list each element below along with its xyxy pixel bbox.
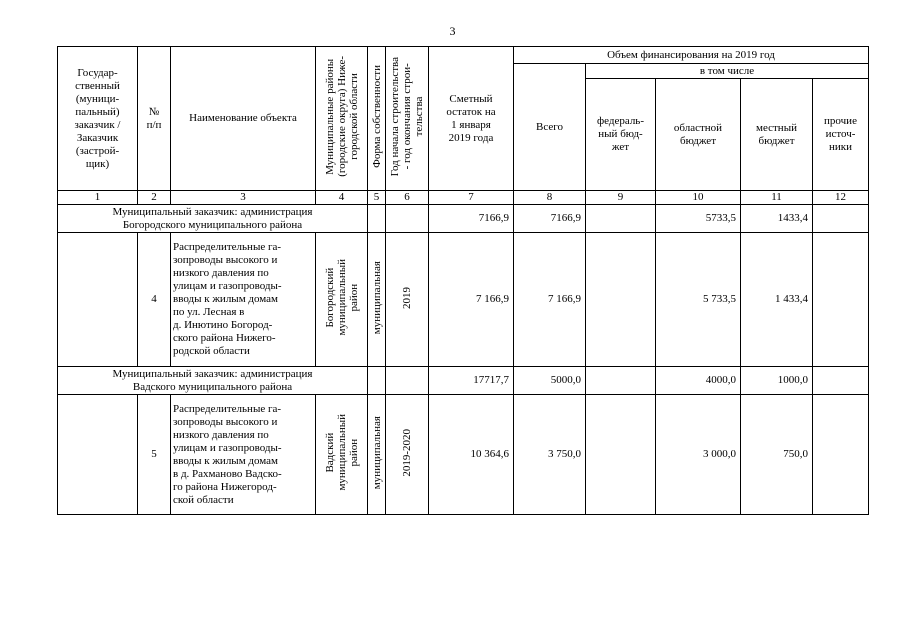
column-number: 4 (316, 191, 368, 205)
column-number: 11 (741, 191, 813, 205)
column-number: 1 (58, 191, 138, 205)
federal-value (586, 395, 656, 515)
page-number: 3 (449, 24, 456, 38)
header-local: местный бюджет (741, 79, 813, 191)
header-including: в том числе (586, 64, 869, 79)
column-number: 12 (813, 191, 869, 205)
other-value (813, 395, 869, 515)
customer-row (58, 205, 869, 233)
header-customer: Государ- ственный (муници- пальный) заказчик / Заказчик (застрой- щик) (58, 47, 138, 191)
header-funding-group: Объем финансирования на 2019 год (514, 47, 869, 64)
item-number: 5 (138, 395, 171, 515)
header-total: Всего (514, 64, 586, 191)
column-number: 5 (368, 191, 386, 205)
customer-name: Муниципальный заказчик: администрация Богородского муниципального района (58, 205, 368, 233)
column-number: 8 (514, 191, 586, 205)
cell-empty (386, 205, 429, 233)
regional-value: 3 000,0 (656, 395, 741, 515)
district: Богородский муниципальный район (316, 233, 368, 367)
customer-row (58, 367, 869, 395)
column-number: 6 (386, 191, 429, 205)
cell-empty (386, 367, 429, 395)
regional-value: 5733,5 (656, 205, 741, 233)
header-num: № п/п (138, 47, 171, 191)
estimate-value: 7166,9 (429, 205, 514, 233)
cell-empty (368, 367, 386, 395)
estimate-value: 10 364,6 (429, 395, 514, 515)
column-number: 9 (586, 191, 656, 205)
other-value (813, 205, 869, 233)
column-number: 10 (656, 191, 741, 205)
header-years: Год начала строительства - год окончания строи- тельства (386, 47, 429, 191)
header-other: прочие источ- ники (813, 79, 869, 191)
header-regional: областной бюджет (656, 79, 741, 191)
header-districts: Муниципальные районы (городские округа) Ниже- городской области (316, 47, 368, 191)
federal-value (586, 367, 656, 395)
cell-empty (58, 233, 138, 367)
total-value: 7 166,9 (514, 233, 586, 367)
local-value: 750,0 (741, 395, 813, 515)
other-value (813, 367, 869, 395)
local-value: 1 433,4 (741, 233, 813, 367)
item-number: 4 (138, 233, 171, 367)
cell-empty (58, 395, 138, 515)
years: 2019-2020 (386, 395, 429, 515)
cell-empty (368, 205, 386, 233)
column-number: 3 (171, 191, 316, 205)
other-value (813, 233, 869, 367)
column-number: 2 (138, 191, 171, 205)
header-federal: федераль- ный бюд- жет (586, 79, 656, 191)
total-value: 7166,9 (514, 205, 586, 233)
header-estimate-balance: Сметный остаток на 1 января 2019 года (429, 47, 514, 191)
local-value: 1000,0 (741, 367, 813, 395)
total-value: 5000,0 (514, 367, 586, 395)
header-object-name: Наименование объекта (171, 47, 316, 191)
years: 2019 (386, 233, 429, 367)
column-number-row (58, 191, 869, 205)
table-row (58, 233, 869, 367)
district: Вадский муниципальный район (316, 395, 368, 515)
estimate-value: 7 166,9 (429, 233, 514, 367)
estimate-value: 17717,7 (429, 367, 514, 395)
ownership: муниципальная (368, 233, 386, 367)
customer-name: Муниципальный заказчик: администрация Вадского муниципального района (58, 367, 368, 395)
funding-table (57, 46, 869, 515)
column-number: 7 (429, 191, 514, 205)
table-row (58, 395, 869, 515)
regional-value: 5 733,5 (656, 233, 741, 367)
federal-value (586, 233, 656, 367)
object-name: Распределительные га- зопроводы высокого и низкого давления по улицам и газопроводы- вводы к жилым домам по ул. Лесная в д. Инютино Богород- ского района Нижего- родской области (171, 233, 316, 367)
local-value: 1433,4 (741, 205, 813, 233)
object-name: Распределительные га- зопроводы высокого и низкого давления по улицам и газопроводы- вводы к жилым домам в д. Рахманово Вадско- го района Нижегород- ской области (171, 395, 316, 515)
total-value: 3 750,0 (514, 395, 586, 515)
federal-value (586, 205, 656, 233)
ownership: муниципальная (368, 395, 386, 515)
header-ownership: Форма собственности (368, 47, 386, 191)
regional-value: 4000,0 (656, 367, 741, 395)
